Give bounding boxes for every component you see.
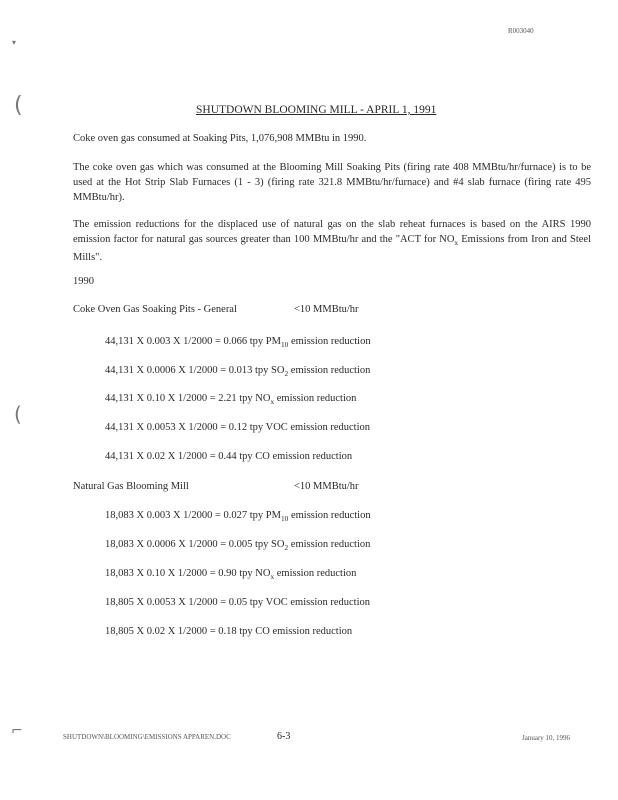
calculation-line: [105, 365, 370, 378]
section-label-coke-oven: Coke Oven Gas Soaking Pits - General: [73, 304, 237, 315]
calc-text: emission reduction: [288, 336, 371, 347]
calc-text: emission reduction: [288, 510, 371, 521]
footer-file-path: SHUTDOWN\BLOOMING\EMISSIONS APPAREN.DOC: [63, 733, 231, 741]
section-limit-coke-oven: <10 MMBtu/hr: [294, 304, 359, 315]
calc-text: emission reduction: [274, 568, 357, 579]
calc-text: 44,131 X 0.003 X 1/2000 = 0.066 tpy PM: [105, 336, 281, 347]
calc-text: emission reduction: [274, 393, 357, 404]
page-title: SHUTDOWN BLOOMING MILL - APRIL 1, 1991: [196, 104, 437, 116]
subscript: 2: [284, 543, 289, 553]
calculation-line: [105, 336, 371, 349]
scan-artifact-mark: ▾: [12, 38, 17, 47]
subscript: 2: [284, 369, 289, 379]
calc-text: 18,805 X 0.0053 X 1/2000 = 0.05 tpy VOC emission reduction: [105, 597, 371, 608]
footer-page-number: 6-3: [277, 731, 291, 742]
hole-punch-mark: (: [14, 402, 22, 426]
calc-text: 44,131 X 0.0006 X 1/2000 = 0.013 tpy SO: [105, 365, 285, 376]
calc-text: 18,083 X 0.0006 X 1/2000 = 0.005 tpy SO: [105, 539, 285, 550]
paragraph-gas-consumed: Coke oven gas consumed at Soaking Pits, 1,076,908 MMBtu in 1990.: [73, 133, 367, 144]
calc-text: 18,805 X 0.02 X 1/2000 = 0.18 tpy CO emission reduction: [105, 626, 353, 637]
calculation-line: [105, 626, 352, 637]
subscript: 10: [280, 514, 289, 524]
subscript: x: [270, 572, 275, 582]
paragraph-emission-basis: [73, 217, 591, 265]
calc-text: 44,131 X 0.02 X 1/2000 = 0.44 tpy CO emission reduction: [105, 451, 353, 462]
year-label: 1990: [73, 276, 94, 287]
calc-text: 44,131 X 0.0053 X 1/2000 = 0.12 tpy VOC emission reduction: [105, 422, 371, 433]
calc-text: 18,083 X 0.10 X 1/2000 = 0.90 tpy NO: [105, 568, 271, 579]
calculation-line: [105, 568, 356, 581]
hole-punch-mark: (: [14, 93, 23, 118]
calc-text: emission reduction: [288, 539, 371, 550]
subscript: 10: [280, 340, 289, 350]
calculation-line: [105, 451, 352, 462]
calculation-line: [105, 422, 370, 433]
document-id: R003040: [508, 27, 534, 35]
paragraph-text: The emission reductions for the displaced use of natural gas on the slab reheat furnaces is based on the AIRS 1990 emission factor for natural gas sources greater than 100 MMBtu/hr and the "ACT for NO: [73, 219, 591, 245]
calc-text: 44,131 X 0.10 X 1/2000 = 2.21 tpy NO: [105, 393, 271, 404]
calculation-line: [105, 510, 371, 523]
paragraph-text: Emissions from Iron and Steel Mills".: [73, 234, 591, 264]
hole-punch-mark: ⌐: [11, 723, 23, 739]
calc-text: emission reduction: [288, 365, 371, 376]
section-limit-natural-gas: <10 MMBtu/hr: [294, 481, 359, 492]
calculation-line: [105, 393, 356, 406]
calculation-line: [105, 597, 370, 608]
calc-text: 18,083 X 0.003 X 1/2000 = 0.027 tpy PM: [105, 510, 281, 521]
calculation-line: [105, 539, 370, 552]
footer-date: January 10, 1996: [522, 734, 571, 742]
subscript: x: [454, 238, 459, 248]
subscript: x: [270, 397, 275, 407]
section-label-natural-gas: Natural Gas Blooming Mill: [73, 481, 189, 492]
paragraph-gas-reuse: The coke oven gas which was consumed at the Blooming Mill Soaking Pits (firing rate 408 MMBtu/hr/furnace) is to be used at the Hot Strip Slab Furnaces (1 - 3) (firing rate 321.8 MMBtu/hr/furnace) and #4 slab furnace (firing rate 495 MMBtu/hr).: [73, 162, 591, 203]
